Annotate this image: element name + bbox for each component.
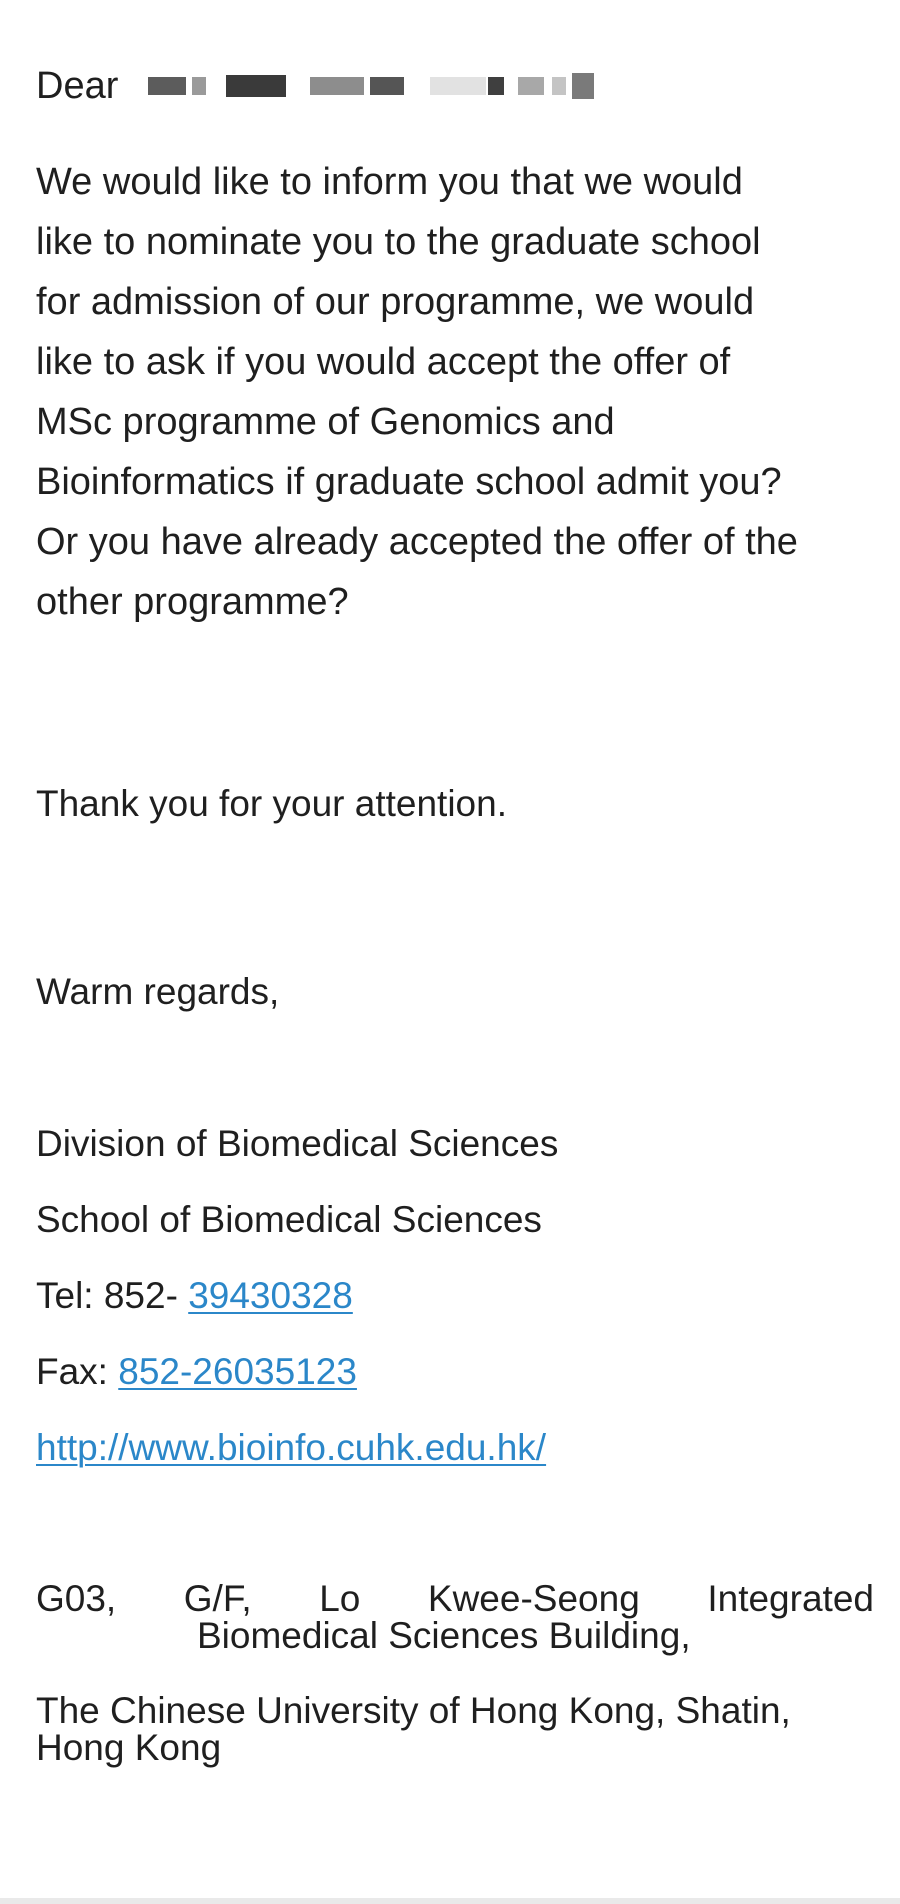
paragraph-line: for admission of our programme, we would	[36, 281, 755, 323]
paragraph-line: MSc programme of Genomics and	[36, 401, 615, 443]
paragraph-line: Or you have already accepted the offer of the	[36, 521, 798, 563]
paragraph-line: like to ask if you would accept the offer of	[36, 341, 731, 383]
redaction-block	[310, 77, 364, 95]
redaction-block	[430, 77, 486, 95]
tel-number-link[interactable]: 39430328	[188, 1275, 353, 1316]
address-word: Kwee-Seong	[427, 1578, 640, 1619]
closing-line: Warm regards,	[36, 971, 280, 1012]
address-line-4: Hong Kong	[36, 1727, 222, 1768]
bottom-divider	[0, 1898, 900, 1904]
paragraph-line: other programme?	[36, 581, 349, 623]
redaction-block	[572, 73, 594, 99]
address-line-1	[36, 1580, 874, 1617]
tel-label: Tel: 852-	[36, 1275, 189, 1316]
signature-division: Division of Biomedical Sciences	[36, 1123, 559, 1164]
fax-number-link[interactable]: 852-26035123	[118, 1351, 357, 1392]
redaction-block	[552, 77, 566, 95]
redaction-block	[226, 75, 286, 97]
address-word: G/F,	[183, 1578, 252, 1619]
signature-school: School of Biomedical Sciences	[36, 1199, 542, 1240]
address-word: Lo	[319, 1578, 361, 1619]
signature-tel	[36, 1272, 353, 1320]
address-word: Integrated	[707, 1578, 874, 1619]
signature-fax	[36, 1348, 357, 1396]
redaction-block	[192, 77, 206, 95]
website-link[interactable]: http://www.bioinfo.cuhk.edu.hk/	[36, 1427, 547, 1468]
address-word: G03,	[36, 1578, 117, 1619]
fax-label: Fax:	[36, 1351, 119, 1392]
redacted-recipient-name	[148, 66, 600, 106]
paragraph-line: Bioinformatics if graduate school admit you?	[36, 461, 782, 503]
paragraph-line: like to nominate you to the graduate school	[36, 221, 761, 263]
redaction-block	[518, 77, 544, 95]
greeting-line	[36, 58, 600, 114]
redaction-block	[148, 77, 186, 95]
paragraph-line: We would like to inform you that we would	[36, 161, 743, 203]
signature-website	[36, 1424, 546, 1472]
redaction-block	[370, 77, 404, 95]
greeting-word: Dear	[36, 64, 119, 107]
redaction-block	[488, 77, 504, 95]
thanks-line: Thank you for your attention.	[36, 783, 507, 824]
message-paragraph	[36, 152, 874, 632]
address-line-2: Biomedical Sciences Building,	[197, 1615, 691, 1656]
address-line-3: The Chinese University of Hong Kong, Shatin,	[36, 1690, 791, 1731]
